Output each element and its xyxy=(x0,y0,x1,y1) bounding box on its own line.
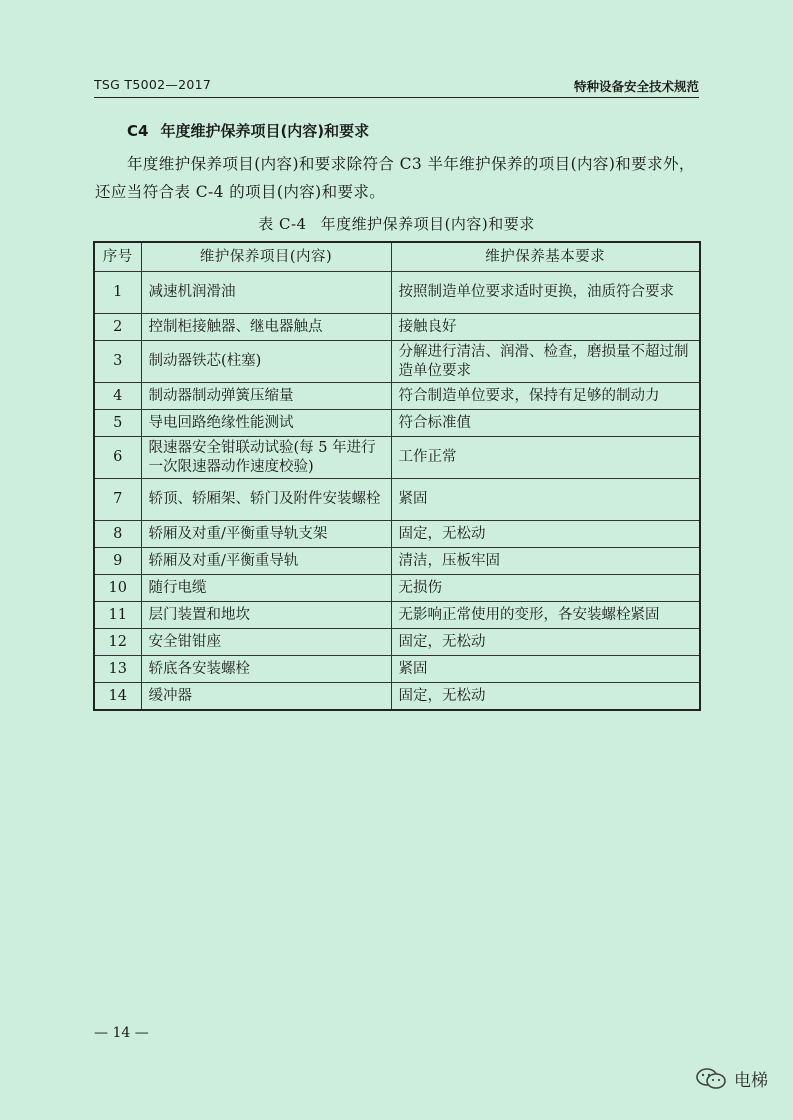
watermark xyxy=(694,1066,768,1091)
column-header-no: 序号 xyxy=(94,242,141,272)
row-item: 限速器安全钳联动试验(每 5 年进行一次限速器动作速度校验) xyxy=(141,437,391,479)
row-item: 导电回路绝缘性能测试 xyxy=(141,410,391,437)
maintenance-table xyxy=(93,241,701,711)
row-item: 缓冲器 xyxy=(141,683,391,711)
row-requirement: 符合制造单位要求，保持有足够的制动力 xyxy=(391,383,700,410)
row-number: 7 xyxy=(94,479,141,521)
row-requirement: 工作正常 xyxy=(391,437,700,479)
row-item: 减速机润滑油 xyxy=(141,272,391,314)
row-number: 8 xyxy=(94,521,141,548)
table-row xyxy=(94,575,700,602)
table-row xyxy=(94,410,700,437)
row-number: 4 xyxy=(94,383,141,410)
row-requirement: 固定，无松动 xyxy=(391,629,700,656)
row-requirement: 分解进行清洁、润滑、检查，磨损量不超过制造单位要求 xyxy=(391,341,700,383)
row-item: 轿底各安装螺栓 xyxy=(141,656,391,683)
table-row xyxy=(94,479,700,521)
section-title: 年度维护保养项目(内容)和要求 xyxy=(160,122,370,140)
row-number: 6 xyxy=(94,437,141,479)
row-number: 1 xyxy=(94,272,141,314)
row-number: 2 xyxy=(94,314,141,341)
table-row xyxy=(94,548,700,575)
table-caption xyxy=(0,213,793,234)
row-requirement: 符合标准值 xyxy=(391,410,700,437)
page-number: — 14 — xyxy=(94,1025,149,1041)
row-requirement: 按照制造单位要求适时更换，油质符合要求 xyxy=(391,272,700,314)
row-number: 5 xyxy=(94,410,141,437)
table-row xyxy=(94,683,700,711)
row-item: 轿厢及对重/平衡重导轨支架 xyxy=(141,521,391,548)
row-item: 轿顶、轿厢架、轿门及附件安装螺栓 xyxy=(141,479,391,521)
table-row xyxy=(94,521,700,548)
row-requirement: 接触良好 xyxy=(391,314,700,341)
row-item: 安全钳钳座 xyxy=(141,629,391,656)
column-header-item: 维护保养项目(内容) xyxy=(141,242,391,272)
standard-code: TSG T5002—2017 xyxy=(94,77,212,92)
row-item: 随行电缆 xyxy=(141,575,391,602)
row-requirement: 无损伤 xyxy=(391,575,700,602)
table-row xyxy=(94,656,700,683)
table-row xyxy=(94,272,700,314)
row-item: 制动器铁芯(柱塞) xyxy=(141,341,391,383)
table-row xyxy=(94,437,700,479)
row-item: 制动器制动弹簧压缩量 xyxy=(141,383,391,410)
row-requirement: 紧固 xyxy=(391,656,700,683)
row-item: 层门装置和地坎 xyxy=(141,602,391,629)
body-paragraph: 年度维护保养项目(内容)和要求除符合 C3 半年维护保养的项目(内容)和要求外，还应当符合表 C-4 的项目(内容)和要求。 xyxy=(95,155,695,201)
row-requirement: 固定，无松动 xyxy=(391,521,700,548)
row-number: 11 xyxy=(94,602,141,629)
row-number: 3 xyxy=(94,341,141,383)
page-header xyxy=(94,75,699,98)
row-requirement: 固定，无松动 xyxy=(391,683,700,711)
row-number: 14 xyxy=(94,683,141,711)
row-item: 控制柜接触器、继电器触点 xyxy=(141,314,391,341)
section-number: C4 xyxy=(127,122,149,140)
row-number: 13 xyxy=(94,656,141,683)
table-row xyxy=(94,314,700,341)
table-row xyxy=(94,629,700,656)
header-title: 特种设备安全技术规范 xyxy=(573,79,699,94)
table-caption-title: 年度维护保养项目(内容)和要求 xyxy=(320,215,535,233)
table-header-row xyxy=(94,242,700,272)
column-header-requirement: 维护保养基本要求 xyxy=(391,242,700,272)
row-requirement: 紧固 xyxy=(391,479,700,521)
table-row xyxy=(94,341,700,383)
row-number: 12 xyxy=(94,629,141,656)
row-requirement: 清洁，压板牢固 xyxy=(391,548,700,575)
row-number: 10 xyxy=(94,575,141,602)
table-caption-number: 表 C-4 xyxy=(258,215,307,233)
row-item: 轿厢及对重/平衡重导轨 xyxy=(141,548,391,575)
row-requirement: 无影响正常使用的变形，各安装螺栓紧固 xyxy=(391,602,700,629)
section-heading xyxy=(127,120,369,141)
watermark-text: 电梯 xyxy=(734,1071,768,1091)
table-row xyxy=(94,602,700,629)
wechat-icon xyxy=(694,1067,728,1091)
row-number: 9 xyxy=(94,548,141,575)
table-row xyxy=(94,383,700,410)
